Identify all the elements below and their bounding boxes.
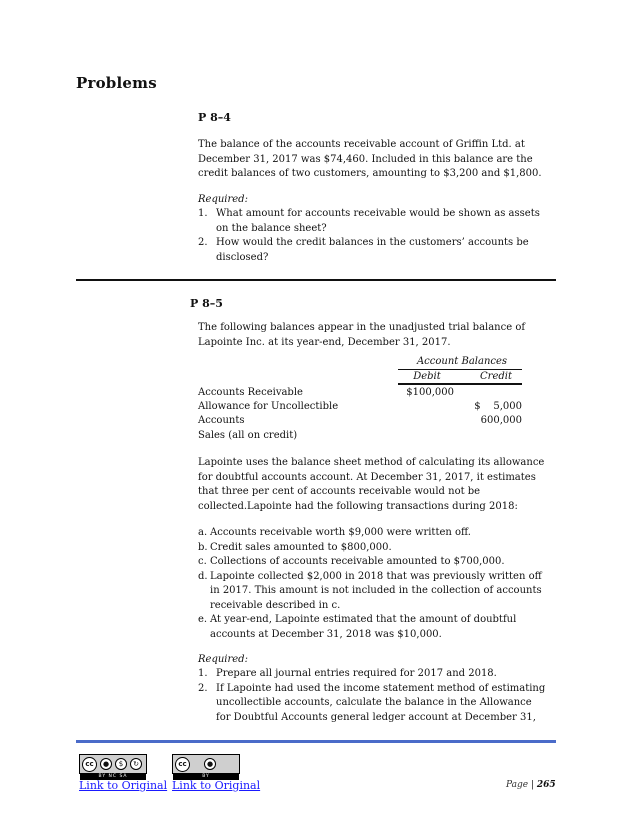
transaction-line: accounts at December 31, 2018 was $10,000. [210,628,442,640]
p85-intro-line: Lapointe Inc. at its year-end, December 31, 2017. [198,336,451,348]
question-line: uncollectible accounts, calculate the balance in the Allowance [216,697,532,708]
p84-para-line: The balance of the accounts receivable account of Griffin Ltd. at [198,139,525,150]
transaction-line: Lapointe collected $2,000 in 2018 that was previously written off [210,570,542,582]
list-item [198,682,576,726]
p85-intro-line: The following balances appear in the unadjusted trial balance of [198,322,526,333]
list-item [198,207,556,236]
page-number [506,780,556,790]
p84-para-line: credit balances of two customers, amounting to $3,200 and $1,800. [198,168,542,179]
table-row-label: Sales (all on credit) [198,430,298,441]
transaction-line: At year-end, Lapointe estimated that the amount of doubtful [210,614,517,625]
page-number-value: 265 [536,780,556,790]
table-row-label: Accounts [198,415,245,426]
footer-rule [76,740,556,743]
transaction-letter: d. [198,570,208,582]
question-number: 1. [198,208,208,219]
person-icon: ● [204,758,216,770]
link-to-original-2[interactable]: Link to Original [172,779,261,792]
problem-title-p85: P 8–5 [190,297,223,310]
transaction-letter: b. [198,541,208,553]
table-header-rule [398,369,522,370]
page-label: Page [506,780,529,790]
transaction-letter: e. [198,614,208,625]
no-dollar-icon: $ [115,758,127,770]
question-line: If Lapointe had used the income statement method of estimating [216,682,546,694]
p85-question-list [198,667,576,725]
question-line: What amount for accounts receivable would be shown as assets [216,208,540,219]
p85-required-label: Required: [198,654,248,665]
transaction-line: Credit sales amounted to $800,000. [210,541,392,553]
p85-para-line: for doubtful accounts account. At December 31, 2017, it estimates [198,471,536,483]
list-item [198,526,560,541]
transaction-letter: c. [198,556,207,567]
cc-by-nc-sa-badge[interactable] [79,754,147,779]
list-item [198,613,560,642]
table-debit-header: Debit [413,371,441,382]
page-separator: | [530,780,535,790]
table-cell-credit: 600,000 [480,415,522,426]
person-icon: ● [100,758,112,770]
license-strip-label: BY [173,774,239,780]
question-line: on the balance sheet? [216,222,327,234]
link-to-original-1[interactable]: Link to Original [79,779,168,792]
p85-paragraph [198,456,568,514]
table-credit-header: Credit [480,371,512,382]
transaction-line: receivable described in c. [210,599,341,611]
share-alike-icon: ↻ [130,758,142,770]
cc-icon: cc [82,757,97,772]
table-cell-debit: $100,000 [406,387,454,398]
cc-icon: cc [175,757,190,772]
transaction-line: Collections of accounts receivable amounted to $700,000. [210,556,505,567]
license-strip-label: BY NC SA [80,774,146,780]
p84-question-list [198,207,556,265]
table-header-rule [398,383,522,385]
list-item [198,236,556,265]
transaction-line: in 2017. This amount is not included in the collection of accounts [210,585,542,596]
question-line: disclosed? [216,251,269,263]
list-item [198,541,560,556]
section-divider [76,279,556,281]
question-number: 2. [198,237,208,248]
cc-by-badge[interactable] [172,754,240,779]
list-item [198,570,560,614]
list-item [198,667,576,682]
question-number: 2. [198,682,208,694]
table-row-label: Allowance for Uncollectible [198,401,339,412]
problem-title-p84: P 8–4 [198,111,231,124]
p85-para-line: Lapointe uses the balance sheet method of calculating its allowance [198,457,545,468]
p85-transaction-list [198,526,560,642]
table-row-label: Accounts Receivable [198,387,303,398]
p85-intro [198,321,558,350]
question-line: Prepare all journal entries required for 2017 and 2018. [216,668,497,679]
question-line: for Doubtful Accounts general ledger account at December 31, [216,711,536,723]
transaction-letter: a. [198,527,208,538]
list-item [198,555,560,570]
question-number: 1. [198,668,208,679]
question-line: How would the credit balances in the customers’ accounts be [216,237,529,248]
table-group-header: Account Balances [416,356,508,367]
p84-required-label: Required: [198,194,248,205]
p85-para-line: collected.Lapointe had the following transactions during 2018: [198,500,518,512]
p85-para-line: that three per cent of accounts receivable would not be [198,486,481,497]
p84-paragraph [198,138,558,182]
transaction-line: Accounts receivable worth $9,000 were written off. [210,527,471,538]
p84-para-line: December 31, 2017 was $74,460. Included in this balance are the [198,153,533,165]
table-cell-credit: $ 5,000 [474,401,522,412]
section-title: Problems [76,74,157,92]
